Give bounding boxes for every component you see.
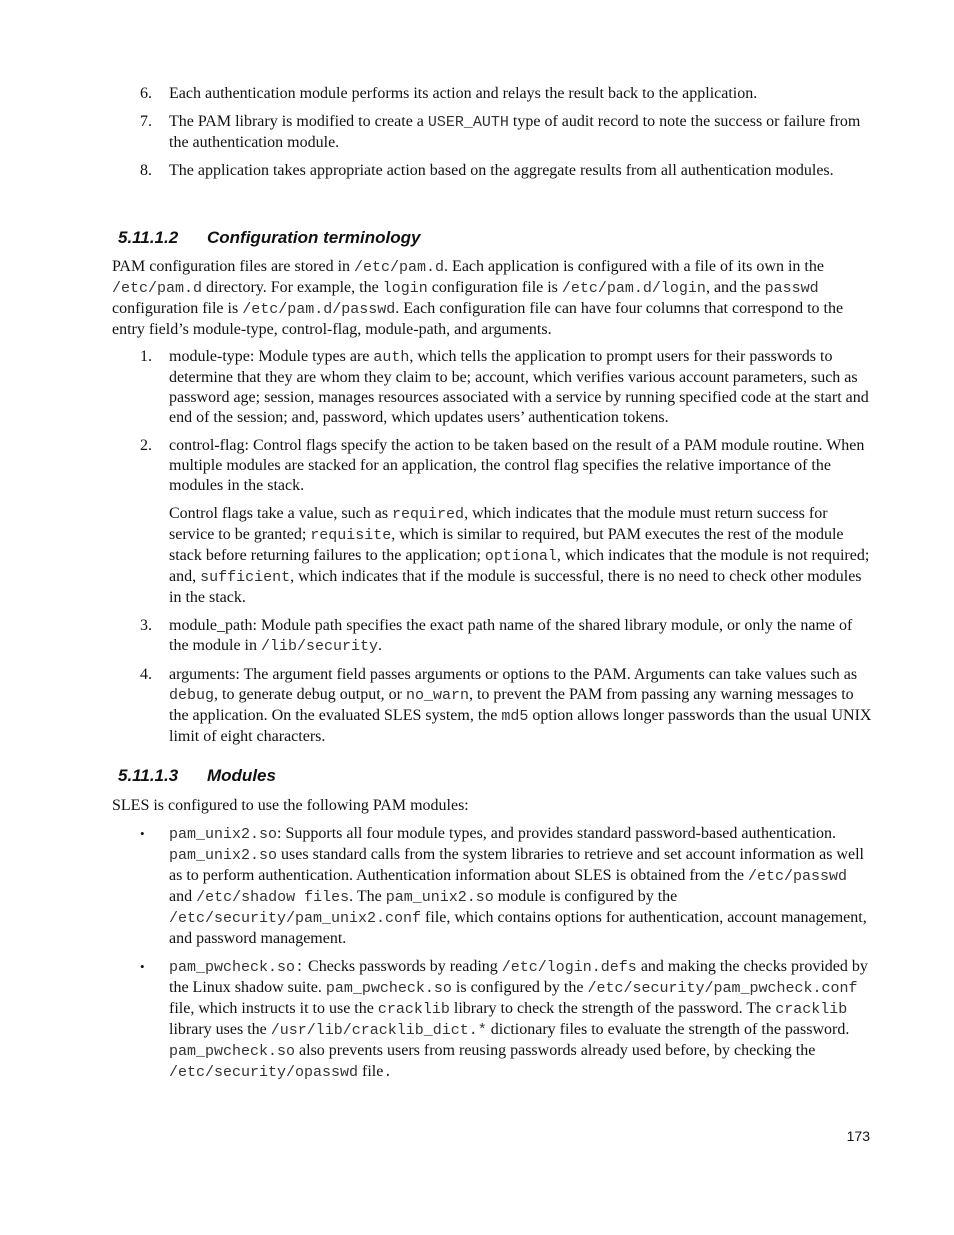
- list-text: The application takes appropriate action based on the aggregate results from all authentication modules.: [169, 162, 834, 179]
- list-number: 2.: [140, 437, 152, 454]
- code-path: /etc/pam.d: [112, 280, 203, 297]
- code-sufficient: sufficient: [200, 569, 291, 586]
- code-period: .: [383, 1064, 393, 1081]
- code-cracklib: cracklib: [775, 1001, 848, 1018]
- code-path: /etc/shadow files: [196, 889, 350, 906]
- list-number: 7.: [140, 113, 152, 130]
- code-user-auth: USER_AUTH: [427, 114, 509, 131]
- code-module: pam_pwcheck.so:: [169, 959, 305, 976]
- config-intro-paragraph: PAM configuration files are stored in /etc/pam.d. Each application is configured with a file of its own in the /etc/pam.d directory. For example, the login configuration file is /etc/pam.d/login, and the passwd configuration file is /etc/pam.d/passwd. Each configuration file can have four columns that correspond to the entry field’s module-type, control-flag, module-path, and arguments.: [112, 258, 844, 338]
- list-item: • pam_pwcheck.so: Checks passwords by reading /etc/login.defs and making the checks provided by the Linux shadow suite. pam_pwcheck.so is configured by the /etc/security/pam_pwcheck.conf file, which instructs it to use the cracklib library to check the strength of the password. The cracklib library uses the /usr/lib/cracklib_dict.* dictionary files to evaluate the strength of the password. pam_pwcheck.so also prevents users from reusing passwords already used before, by checking the /etc/security/opasswd file.: [140, 958, 868, 1081]
- code-passwd: passwd: [764, 280, 819, 297]
- list-number: 3.: [140, 617, 152, 634]
- code-no-warn: no_warn: [405, 687, 469, 704]
- list-text: type of audit record to note the success or failure from the authentication module.: [169, 113, 861, 151]
- code-path: /etc/pam.d/passwd: [242, 301, 396, 318]
- code-path: /etc/passwd: [747, 868, 848, 885]
- code-auth: auth: [373, 349, 410, 366]
- code-module: pam_unix2.so: [169, 847, 278, 864]
- list-item: • pam_unix2.so: Supports all four module types, and provides standard password-based authentication. pam_unix2.so uses standard calls from the system libraries to retrieve and set account information as well as to perform authentication. Authentication information about SLES is obtained from the /etc/passwd and /etc/shadow files. The pam_unix2.so module is configured by the /etc/security/pam_unix2.conf file, which contains options for authentication, account management, and password management.: [140, 825, 867, 947]
- code-path: /etc/security/opasswd: [169, 1064, 359, 1081]
- list-item: [112, 84, 872, 104]
- code-module: pam_unix2.so: [385, 889, 494, 906]
- code-md5: md5: [501, 708, 529, 725]
- list-item: [112, 161, 872, 181]
- code-path: /etc/pam.d/login: [561, 280, 706, 297]
- code-path: /usr/lib/cracklib_dict.*: [270, 1022, 487, 1039]
- section-number: 5.11.1.2: [118, 228, 179, 247]
- list-item: 3. module_path: Module path specifies the exact path name of the shared library module, or only the name of the module in /lib/security.: [140, 617, 853, 655]
- code-path: /etc/pam.d: [354, 259, 445, 276]
- code-module: pam_pwcheck.so: [325, 980, 452, 997]
- section-heading-modules: [118, 765, 858, 787]
- code-lib-security: /lib/security: [260, 638, 379, 655]
- modules-intro: SLES is configured to use the following PAM modules:: [112, 797, 469, 814]
- modules-list: [112, 824, 872, 1091]
- list-text: Each authentication module performs its action and relays the result back to the application.: [169, 85, 758, 102]
- list-number: 4.: [140, 666, 152, 683]
- list-number: 1.: [140, 348, 152, 365]
- section-title: Modules: [207, 766, 276, 785]
- steps-list: [112, 84, 872, 189]
- list-text: control-flag: Control flags specify the action to be taken based on the result of a PAM module routine. When multiple modules are stacked for an application, the control flag specifies the relative importance of the modules in the stack.: [169, 437, 865, 494]
- list-number: 8.: [140, 162, 152, 179]
- section-heading-config: [118, 227, 858, 249]
- code-path: /etc/security/pam_pwcheck.conf: [587, 980, 858, 997]
- code-module: pam_unix2.so: [169, 826, 278, 843]
- list-item: 4. arguments: The argument field passes arguments or options to the PAM. Arguments can take values such as debug, to generate debug output, or no_warn, to prevent the PAM from passing any warning messages to the application. On the evaluated SLES system, the md5 option allows longer passwords than the usual UNIX limit of eight characters.: [140, 666, 872, 745]
- code-module: pam_pwcheck.so: [169, 1043, 296, 1060]
- code-required: required: [392, 506, 465, 523]
- code-optional: optional: [484, 548, 557, 565]
- list-item: [112, 112, 872, 153]
- list-item: [112, 436, 872, 608]
- section-title: Configuration terminology: [207, 228, 421, 247]
- code-login: login: [382, 280, 428, 297]
- code-path: /etc/security/pam_unix2.conf: [169, 910, 422, 927]
- code-debug: debug: [169, 687, 215, 704]
- list-item: 1. module-type: Module types are auth, which tells the application to prompt users for their passwords to determine that they are whom they claim to be; account, which verifies various account parameters, such as password age; session, manages resources associated with a service by running specified code at the start and end of the session; and, password, which updates users’ authentication tokens.: [140, 348, 869, 426]
- bullet-symbol: •: [140, 826, 145, 841]
- control-flags-paragraph: Control flags take a value, such as required, which indicates that the module must return success for service to be granted; requisite, which is similar to required, but PAM executes the rest of the module stack before returning failures to the application; optional, which indicates that the module is not required; and, sufficient, which indicates that if the module is successful, there is no need to check other modules in the stack.: [169, 505, 870, 606]
- code-requisite: requisite: [310, 527, 392, 544]
- code-cracklib: cracklib: [377, 1001, 450, 1018]
- config-columns-list: [112, 347, 872, 755]
- page-number: 173: [846, 1128, 870, 1144]
- section-number: 5.11.1.3: [118, 766, 179, 785]
- list-number: 6.: [140, 85, 152, 102]
- list-text: The PAM library is modified to create a: [169, 113, 428, 130]
- code-path: /etc/login.defs: [501, 959, 637, 976]
- bullet-symbol: •: [140, 959, 145, 974]
